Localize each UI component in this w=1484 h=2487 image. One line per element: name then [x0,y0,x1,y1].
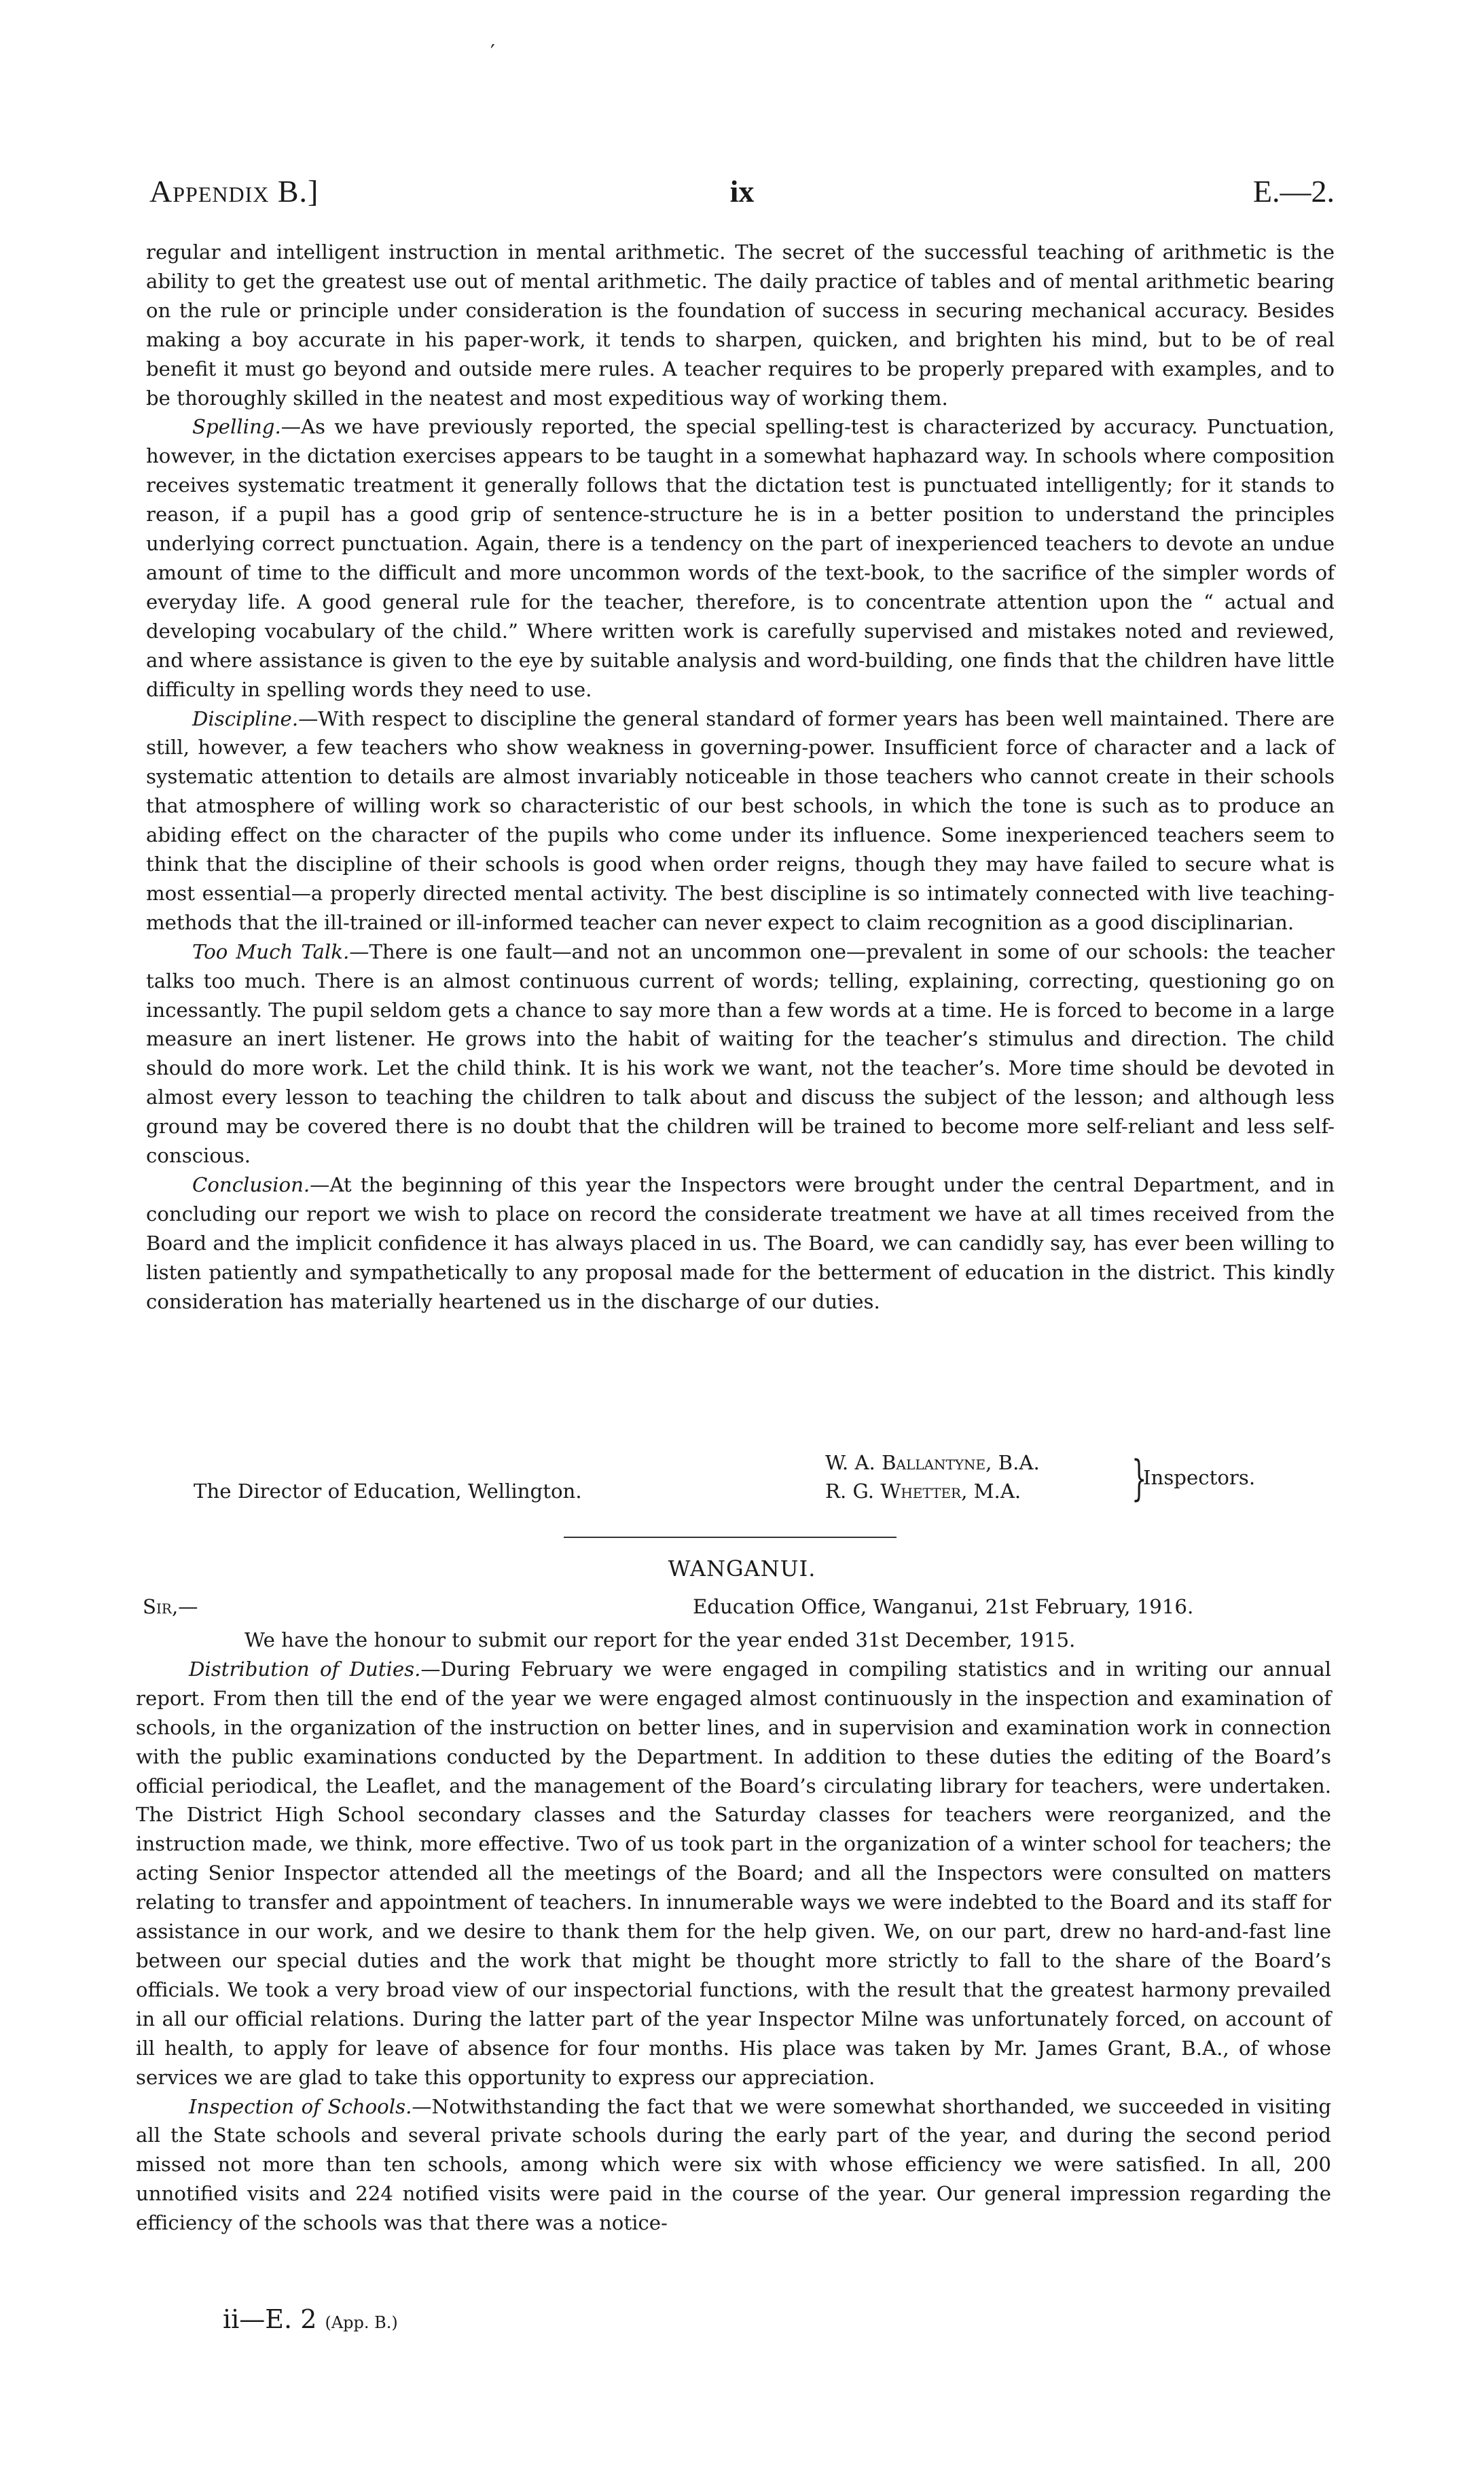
paragraph-title: Inspection of Schools. [189,2094,412,2118]
section-title: WANGANUI. [668,1556,816,1581]
brace-icon: } [1132,1450,1147,1506]
header-appendix: Appendix B.] [149,174,319,209]
report-body [146,238,1335,1317]
paragraph-intro [136,1626,1331,1655]
letter-head [143,1595,1335,1629]
paragraph-text: —As we have previously reported, the special spelling-test is characterized by accuracy. Punctuation, however, in the dictation exercises appears to be taught in a somewhat haphazard way. In schools where composition receives systematic treatment it generally follows that the dictation test is punctuated intelligently; for it stands to reason, if a pupil has a good grip of sentence-structure he is in a better position to understand the principles underlying correct punctuation. Again, there is a tendency on the part of inexperienced teachers to devote an undue amount of time to the difficult and more uncommon words of the text-book, to the sacrifice of the simpler words of everyday life. A good general rule for the teacher, therefore, is to concentrate attention upon the “ actual and developing vocabulary of the child.” Where written work is carefully supervised and mistakes noted and reviewed, and where assistance is given to the eye by suitable analysis and word-building, one finds that the children have little difficulty in spelling words they need to use. [146,415,1335,701]
signatory-name: R. G. Whetter, M.A. [825,1480,1021,1503]
paragraph-text: —Notwithstanding the fact that we were somewhat shorthanded, we succeeded in visiting all the State schools and several private schools during the early part of the year, and during the second period missed not more than ten schools, among which were six with whose efficiency we were satisfied. In all, 200 unnotified visits and 224 notified visits were paid in the course of the year. Our general impression regarding the efficiency of the schools was that there was a notice- [136,2094,1331,2235]
paragraph-spelling [146,412,1335,704]
paragraph-text: regular and intelligent instruction in mental arithmetic. The secret of the successful teaching of arithmetic is the ability to get the greatest use out of mental arithmetic. The daily practice of tables and of mental arithmetic bearing on the rule or principle under consideration is the foundation of success in securing mechanical accuracy. Besides making a boy accurate in his paper-work, it tends to sharpen, quicken, and brighten his mind, but to be of real benefit it must go beyond and outside mere rules. A teacher requires to be properly prepared with examples, and to be thoroughly skilled in the neatest and most expeditious way of working them. [146,240,1335,410]
signatory-name: W. A. Ballantyne, B.A. [825,1451,1040,1474]
addressee: The Director of Education, Wellington. [194,1480,582,1503]
page-footer [223,2304,398,2334]
signature-block [146,1448,1335,1509]
signatories [825,1448,1040,1505]
paragraph-title: Conclusion. [192,1173,310,1196]
paragraph-text: —During February we were engaged in compiling statistics and in writing our annual report. From then till the end of the year we were engaged almost continuously in the inspection and examination of schools, in the organization of the instruction on better lines, and in supervision and examination work in connection with the public examinations conducted by the Department. In addition to these duties the editing of the Board’s official periodical, the Leaflet, and the management of the Board’s circulating library for teachers, were undertaken. The District High School secondary classes and the Saturday classes for teachers were reorganized, and the instruction made, we think, more effective. Two of us took part in the organization of a winter school for teachers; the acting Senior Inspector attended all the meetings of the Board; and all the Inspectors were consulted on matters relating to transfer and appointment of teachers. In innumerable ways we were indebted to the Board and its staff for assistance in our work, and we desire to thank them for the help given. We, on our part, drew no hard-and-fast line between our special duties and the work that might be thought more strictly to fall to the share of the Board’s officials. We took a very broad view of our inspectorial functions, with the result that the greatest harmony prevailed in all our official relations. During the latter part of the year Inspector Milne was unfortunately forced, on account of ill health, to apply for leave of absence for four months. His place was taken by Mr. James Grant, B.A., of whose services we are glad to take this opportunity to express our appreciation. [136,1657,1332,2089]
paragraph-title: Discipline. [192,706,299,730]
page-header [149,173,1335,221]
paragraph-title: Spelling. [192,415,281,439]
paragraph-text: —At the beginning of this year the Inspectors were brought under the central Department, and in concluding our report we wish to place on record the considerate treatment we have at all times received from the Board and the implicit confidence it has always placed in us. The Board, we can candidly say, has ever been willing to listen patiently and sympathetically to any proposal made for the betterment of education in the district. This kindly consideration has materially heartened us in the discharge of our duties. [146,1173,1335,1313]
paragraph-title: Distribution of Duties. [189,1657,421,1681]
paragraph-title: Too Much Talk. [192,940,350,963]
paragraph-text: —With respect to discipline the general standard of former years has been well maintained. There are still, however, a few teachers who show weakness in governing-power. Insufficient force of character and a lack of systematic attention to details are almost invariably noticeable in those teachers who cannot create in their schools that atmosphere of willing work so characteristic of our best schools, in which the tone is such as to produce an abiding effect on the character of the pupils who come under its influence. Some inexperienced teachers seem to think that the discipline of their schools is good when order reigns, though they may have failed to secure what is most essential—a properly directed mental activity. The best discipline is so intimately connected with live teaching-methods that the ill-trained or ill-informed teacher can never expect to claim recognition as a good disciplinarian. [146,706,1335,934]
paragraph-distribution-of-duties [136,1655,1331,2092]
ink-speck: ′ [490,41,495,65]
paragraph-too-much-talk [146,937,1335,1170]
paragraph-discipline [146,704,1335,937]
paragraph-inspection-of-schools [136,2092,1331,2238]
paragraph-conclusion [146,1170,1335,1317]
signatory-role: Inspectors. [1143,1466,1256,1489]
letter-address: Education Office, Wanganui, 21st February, 1916. [693,1595,1194,1618]
salutation: Sir,— [143,1595,198,1618]
header-series: E.—2. [1252,174,1335,209]
header-page-number: ix [729,174,755,209]
footer-appendix-note: (App. B.) [325,2313,398,2332]
paragraph-arithmetic [146,238,1335,412]
section-divider [564,1537,897,1538]
paragraph-text: —There is one fault—and not an uncommon one—prevalent in some of our schools: the teacher talks too much. There is an almost continuous current of words; telling, explaining, correcting, questioning go on incessantly. The pupil seldom gets a chance to say more than a few words at a time. He is forced to become in a large measure an inert listener. He grows into the habit of waiting for the teacher’s stimulus and direction. The child should do more work. Let the child think. It is his work we want, not the teacher’s. More time should be devoted in almost every lesson to teaching the children to talk about and discuss the subject of the lesson; and although less ground may be covered there is no doubt that the children will be trained to become more self-reliant and less self-conscious. [146,940,1335,1168]
footer-signature-mark: ii—E. 2 [223,2304,317,2334]
report-body-wanganui [136,1626,1331,2238]
paragraph-text: We have the honour to submit our report for the year ended 31st December, 1915. [245,1628,1076,1651]
